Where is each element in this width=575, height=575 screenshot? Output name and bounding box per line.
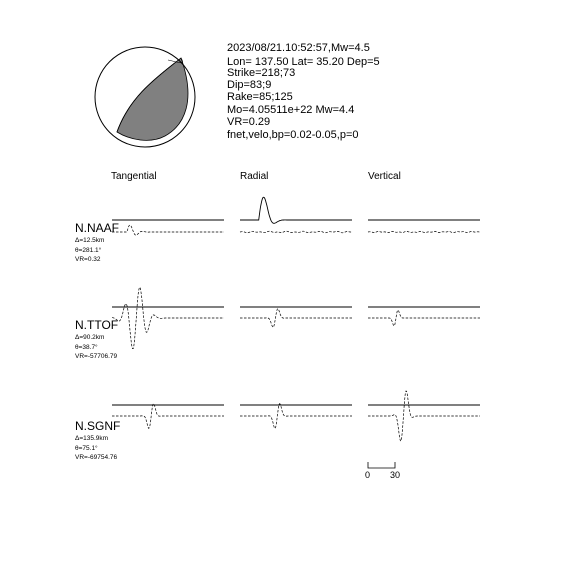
n-ttof-radial-synthetic-trace — [240, 309, 352, 328]
column-title-vertical: Vertical — [368, 171, 401, 182]
station-distance: Δ=12.5km — [75, 237, 105, 244]
station-label-naaf — [75, 221, 119, 263]
header-line-dip: Dip=83;9 — [227, 79, 272, 91]
n-ttof-vertical-synthetic-trace — [368, 310, 480, 326]
station-vr: VR=0.32 — [75, 256, 101, 263]
station-azimuth: θ=38.7° — [75, 344, 98, 351]
n-sgnf-vertical-synthetic-trace — [368, 391, 480, 441]
n-ttof-tangential-synthetic-trace — [112, 287, 224, 348]
station-name: N.NAAF — [75, 221, 120, 235]
header-line-rake: Rake=85;125 — [227, 91, 293, 103]
n-naaf-radial-synthetic-trace — [240, 231, 352, 233]
header-line-strike: Strike=218;73 — [227, 67, 296, 79]
station-label-sgnf — [75, 419, 120, 461]
station-azimuth: θ=281.1° — [75, 247, 102, 254]
n-sgnf-tangential-synthetic-trace — [112, 404, 224, 429]
scale-bar-line — [368, 462, 395, 468]
column-title-tangential: Tangential — [111, 171, 157, 182]
station-distance: Δ=90.2km — [75, 334, 105, 341]
event-header — [227, 42, 380, 141]
station-name: N.TTOF — [75, 318, 119, 332]
station-azimuth: θ=75.1° — [75, 445, 98, 452]
focal-mechanism-beachball — [95, 47, 195, 147]
header-line-event: 2023/08/21.10:52:57,Mw=4.5 — [227, 42, 370, 54]
station-name: N.SGNF — [75, 419, 121, 433]
header-line-moment: Mo=4.05511e+22 Mw=4.4 — [227, 104, 355, 116]
station-label-ttof — [75, 318, 118, 360]
beachball-compressional-quadrant — [117, 58, 188, 140]
scale-bar-start-label: 0 — [365, 470, 371, 480]
n-naaf-vertical-synthetic-trace — [368, 231, 480, 232]
header-line-filter: fnet,velo,bp=0.02-0.05,p=0 — [227, 129, 359, 141]
n-naaf-radial-observed-trace — [240, 197, 352, 223]
station-vr: VR=-69754.76 — [75, 454, 118, 461]
station-distance: Δ=135.9km — [75, 435, 109, 442]
n-naaf-tangential-synthetic-trace — [112, 225, 224, 235]
column-title-radial: Radial — [240, 171, 269, 182]
time-scale-bar — [365, 462, 400, 480]
scale-bar-end-label: 30 — [390, 470, 401, 480]
n-sgnf-radial-synthetic-trace — [240, 404, 352, 429]
header-line-vr: VR=0.29 — [227, 116, 271, 128]
waveform-panels — [112, 197, 480, 441]
header-line-location: Lon= 137.50 Lat= 35.20 Dep=5 — [227, 56, 380, 68]
station-vr: VR=-57706.79 — [75, 353, 118, 360]
